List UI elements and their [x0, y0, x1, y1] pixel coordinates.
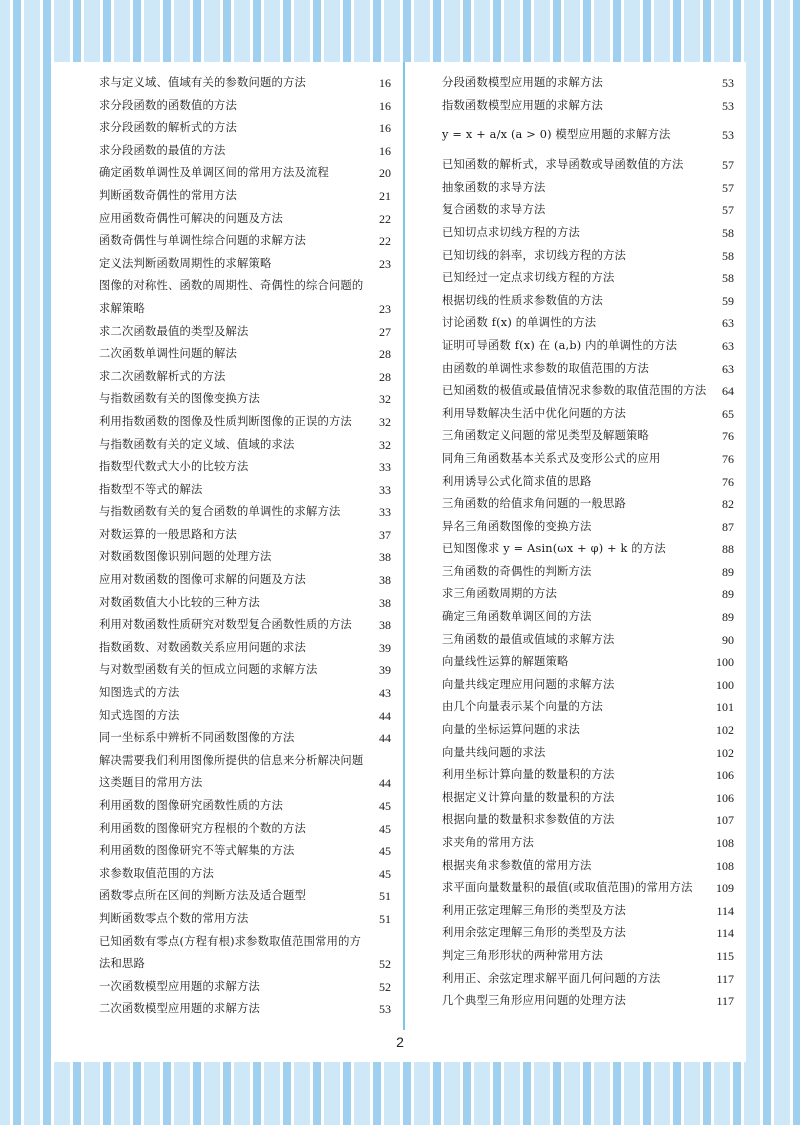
toc-entry[interactable] [99, 659, 391, 682]
entry-page: 117 [716, 971, 734, 986]
toc-entry[interactable] [99, 434, 391, 457]
toc-entry[interactable] [442, 290, 734, 313]
entry-title: 二次函数模型应用题的求解方法 [99, 1002, 260, 1016]
entry-page: 52 [379, 957, 391, 972]
entry-page: 45 [379, 866, 391, 881]
toc-entry[interactable] [99, 818, 391, 841]
entry-page: 32 [379, 437, 391, 452]
toc-entry[interactable] [442, 267, 734, 290]
toc-entry[interactable] [99, 885, 391, 908]
entry-title: 确定三角函数单调区间的方法 [442, 610, 592, 624]
toc-entry[interactable] [442, 177, 734, 200]
entry-page: 16 [379, 76, 391, 90]
entry-title: 指数函数、对数函数关系应用问题的求法 [99, 640, 306, 654]
entry-title: 与对数型函数有关的恒成立问题的求解方法 [99, 663, 318, 677]
toc-entry[interactable] [99, 95, 391, 118]
toc-entry[interactable] [442, 968, 734, 991]
entry-page: 23 [379, 256, 391, 271]
entry-page: 21 [379, 188, 391, 203]
entry-page: 22 [379, 211, 391, 226]
entry-page: 51 [379, 911, 391, 926]
entry-page: 57 [722, 180, 734, 195]
entry-title: 已知图像求 y = Asin(ωx + φ) + k 的方法 [442, 542, 666, 556]
entry-page: 63 [722, 338, 734, 353]
toc-entry[interactable] [442, 95, 734, 118]
entry-page: 102 [716, 723, 734, 738]
entry-page: 53 [722, 98, 734, 113]
entry-title: 应用函数奇偶性可解决的问题及方法 [99, 211, 283, 225]
toc-entry[interactable] [99, 524, 391, 547]
entry-title: 对数运算的一般思路和方法 [99, 527, 237, 541]
entry-page: 53 [722, 76, 734, 90]
entry-title: 利用正、余弦定理求解平面几何问题的方法 [442, 971, 661, 985]
toc-entry[interactable] [99, 976, 391, 999]
entry-page: 89 [722, 587, 734, 602]
entry-page: 108 [716, 836, 734, 850]
toc-entry[interactable] [99, 908, 391, 931]
entry-title: 三角函数定义问题的常见类型及解题策略 [442, 429, 649, 443]
entry-title: 利用对数函数性质研究对数型复合函数性质的方法 [99, 618, 352, 632]
entry-title: 异名三角函数图像的变换方法 [442, 519, 592, 533]
toc-entry[interactable] [442, 493, 734, 516]
entry-title: 知式选图的方法 [99, 708, 180, 722]
entry-page: 100 [716, 655, 734, 670]
entry-title: 函数奇偶性与单调性综合问题的求解方法 [99, 234, 306, 248]
entry-title: 根据切线的性质求参数值的方法 [442, 293, 603, 307]
entry-page: 33 [379, 505, 391, 520]
entry-title: 向量线性运算的解题策略 [442, 655, 569, 669]
entry-title: 三角函数的最值或值域的求解方法 [442, 632, 615, 646]
entry-page: 102 [716, 745, 734, 760]
entry-title: 向量共线问题的求法 [442, 745, 546, 759]
entry-page: 63 [722, 316, 734, 331]
entry-title: 已知函数的极值或最值情况求参数的取值范围的方法 [442, 384, 707, 398]
toc-entry[interactable] [442, 154, 734, 177]
entry-title: 应用对数函数的图像可求解的问题及方法 [99, 573, 306, 587]
entry-page: 57 [722, 203, 734, 218]
entry-title: 已知切线的斜率，求切线方程的方法 [442, 248, 626, 262]
entry-title: 判断函数零点个数的常用方法 [99, 911, 249, 925]
entry-page: 38 [379, 595, 391, 610]
entry-page: 28 [379, 347, 391, 362]
entry-title: 分段函数模型应用题的求解方法 [442, 76, 603, 89]
entry-title: 复合函数的求导方法 [442, 203, 546, 217]
entry-page: 101 [716, 700, 734, 715]
toc-entry[interactable] [442, 403, 734, 426]
toc-entry[interactable] [442, 583, 734, 606]
entry-title: 利用正弦定理解三角形的类型及方法 [442, 903, 626, 917]
toc-entry[interactable] [442, 335, 734, 358]
entry-page: 100 [716, 677, 734, 692]
toc-entry[interactable] [99, 727, 391, 750]
toc-entry[interactable] [442, 696, 734, 719]
entry-title: 指数型不等式的解法 [99, 482, 203, 496]
toc-entry[interactable] [442, 312, 734, 335]
entry-title: 利用坐标计算向量的数量积的方法 [442, 768, 615, 782]
toc-entry[interactable] [99, 366, 391, 389]
entry-page: 52 [379, 979, 391, 994]
entry-page: 38 [379, 618, 391, 633]
entry-page: 114 [716, 926, 734, 941]
toc-entry[interactable] [99, 682, 391, 705]
entry-page: 33 [379, 460, 391, 475]
entry-page: 38 [379, 550, 391, 565]
toc-entry[interactable] [99, 840, 391, 863]
toc-entry[interactable] [442, 245, 734, 268]
entry-page: 106 [716, 768, 734, 783]
entry-title: 向量共线定理应用问题的求解方法 [442, 677, 615, 691]
entry-page: 76 [722, 429, 734, 444]
entry-page: 37 [379, 527, 391, 542]
entry-title: 三角函数的奇偶性的判断方法 [442, 564, 592, 578]
toc-entry[interactable] [442, 222, 734, 245]
toc-entry[interactable] [99, 185, 391, 208]
entry-title: 利用函数的图像研究函数性质的方法 [99, 799, 283, 812]
toc-entry[interactable] [99, 72, 391, 95]
toc-entry[interactable] [442, 922, 734, 945]
entry-title: 知图选式的方法 [99, 686, 180, 700]
entry-title: 求平面向量数量积的最值(或取值范围)的常用方法 [442, 881, 693, 895]
entry-page: 107 [716, 813, 734, 828]
entry-title: 求分段函数的函数值的方法 [99, 98, 237, 112]
toc-entry[interactable] [99, 705, 391, 728]
toc-entry[interactable] [442, 448, 734, 471]
toc-entry[interactable] [99, 411, 391, 434]
toc-entry[interactable] [442, 561, 734, 584]
entry-title: 向量的坐标运算问题的求法 [442, 723, 580, 737]
entry-title: 求二次函数解析式的方法 [99, 369, 226, 383]
toc-left-column [99, 72, 391, 1021]
toc-entry[interactable] [99, 546, 391, 569]
entry-page: 38 [379, 573, 391, 588]
toc-entry[interactable] [99, 863, 391, 886]
toc-entry[interactable] [99, 931, 391, 976]
entry-page: 39 [379, 640, 391, 655]
entry-title: 求夹角的常用方法 [442, 836, 534, 849]
entry-title: 对数函数图像识别问题的处理方法 [99, 550, 272, 564]
toc-entry[interactable] [99, 998, 391, 1021]
entry-title: 同角三角函数基本关系式及变形公式的应用 [442, 451, 661, 465]
entry-page: 64 [722, 384, 734, 399]
entry-page: 108 [716, 858, 734, 873]
toc-entry[interactable] [442, 358, 734, 381]
entry-title: 确定函数单调性及单调区间的常用方法及流程 [99, 166, 329, 180]
entry-page: 82 [722, 497, 734, 512]
entry-page: 57 [722, 158, 734, 173]
entry-page: 33 [379, 482, 391, 497]
toc-entry[interactable] [99, 592, 391, 615]
entry-title: 抽象函数的求导方法 [442, 180, 546, 194]
entry-page: 16 [379, 121, 391, 136]
entry-page: 32 [379, 392, 391, 407]
toc-right-column [442, 72, 734, 1013]
toc-entry[interactable] [442, 380, 734, 403]
toc-entry[interactable] [442, 117, 734, 154]
entry-title: 三角函数的给值求角问题的一般思路 [442, 497, 626, 511]
toc-entry[interactable] [442, 809, 734, 832]
toc-page [54, 62, 746, 1062]
entry-title: 判定三角形形状的两种常用方法 [442, 948, 603, 962]
entry-title: 讨论函数 f(x) 的单调性的方法 [442, 316, 597, 330]
entry-title: 指数型代数式大小的比较方法 [99, 460, 249, 474]
entry-page: 39 [379, 663, 391, 678]
entry-title: 由几个向量表示某个向量的方法 [442, 700, 603, 714]
entry-page: 114 [716, 903, 734, 918]
entry-page: 43 [379, 686, 391, 701]
toc-entry[interactable] [442, 945, 734, 968]
entry-title: 对数函数值大小比较的三种方法 [99, 595, 260, 609]
entry-title: 一次函数模型应用题的求解方法 [99, 979, 260, 993]
entry-page: 65 [722, 406, 734, 421]
entry-title: 函数零点所在区间的判断方法及适合题型 [99, 889, 306, 903]
entry-title: 解决需要我们利用图像所提供的信息来分析解决问题这类题目的常用方法 [99, 753, 364, 790]
entry-title: 由函数的单调性求参数的取值范围的方法 [442, 361, 649, 375]
toc-entry[interactable] [442, 877, 734, 900]
entry-page: 117 [716, 994, 734, 1009]
entry-page: 45 [379, 821, 391, 836]
entry-title: 求与定义域、值域有关的参数问题的方法 [99, 76, 306, 89]
toc-entry[interactable] [99, 230, 391, 253]
entry-title: 二次函数单调性问题的解法 [99, 347, 237, 361]
entry-page: 76 [722, 451, 734, 466]
toc-entry[interactable] [442, 719, 734, 742]
entry-page: 16 [379, 143, 391, 158]
toc-entry[interactable] [442, 72, 734, 95]
toc-entry[interactable] [442, 516, 734, 539]
entry-page: 44 [379, 776, 391, 791]
entry-page: 106 [716, 790, 734, 805]
entry-page: 53 [722, 128, 734, 143]
entry-page: 89 [722, 610, 734, 625]
entry-title: 同一坐标系中辨析不同函数图像的方法 [99, 731, 295, 745]
toc-entry[interactable] [99, 275, 391, 320]
toc-entry[interactable] [442, 832, 734, 855]
entry-title: 求分段函数的解析式的方法 [99, 121, 237, 135]
entry-title: 利用指数函数的图像及性质判断图像的正误的方法 [99, 414, 352, 428]
toc-entry[interactable] [442, 742, 734, 765]
entry-page: 109 [716, 881, 734, 896]
entry-page: 44 [379, 708, 391, 723]
entry-page: 115 [716, 948, 734, 963]
entry-page: 89 [722, 564, 734, 579]
entry-page: 22 [379, 234, 391, 249]
entry-title: 与指数函数有关的图像变换方法 [99, 392, 260, 406]
toc-entry[interactable] [442, 787, 734, 810]
entry-page: 63 [722, 361, 734, 376]
entry-title: 利用导数解决生活中优化问题的方法 [442, 406, 626, 420]
entry-title: 求分段函数的最值的方法 [99, 143, 226, 157]
entry-title: 求三角函数周期的方法 [442, 587, 557, 601]
entry-page: 53 [379, 1002, 391, 1017]
entry-page: 16 [379, 98, 391, 113]
toc-entry[interactable] [99, 750, 391, 795]
entry-title: 根据向量的数量积求参数值的方法 [442, 813, 615, 827]
entry-page: 45 [379, 844, 391, 859]
toc-entry[interactable] [99, 479, 391, 502]
entry-title: 根据定义计算向量的数量积的方法 [442, 790, 615, 804]
toc-entry[interactable] [99, 795, 391, 818]
entry-page: 20 [379, 166, 391, 181]
entry-page: 23 [379, 301, 391, 316]
entry-title: 几个典型三角形应用问题的处理方法 [442, 994, 626, 1008]
entry-title: 根据夹角求参数值的常用方法 [442, 858, 592, 872]
toc-entry[interactable] [442, 855, 734, 878]
entry-title: y = x + a/x (a > 0) 模型应用题的求解方法 [442, 128, 671, 142]
entry-title: 利用函数的图像研究不等式解集的方法 [99, 844, 295, 858]
entry-title: 指数函数模型应用题的求解方法 [442, 98, 603, 112]
entry-title: 定义法判断函数周期性的求解策略 [99, 256, 272, 270]
entry-title: 与指数函数有关的复合函数的单调性的求解方法 [99, 505, 341, 519]
toc-entry[interactable] [99, 117, 391, 140]
toc-entry[interactable] [442, 764, 734, 787]
entry-title: 利用余弦定理解三角形的类型及方法 [442, 926, 626, 940]
entry-page: 51 [379, 889, 391, 904]
toc-entry[interactable] [99, 569, 391, 592]
toc-entry[interactable] [99, 162, 391, 185]
entry-title: 与指数函数有关的定义域、值域的求法 [99, 437, 295, 451]
toc-entry[interactable] [442, 538, 734, 561]
toc-entry[interactable] [442, 471, 734, 494]
toc-entry[interactable] [99, 388, 391, 411]
toc-entry[interactable] [442, 606, 734, 629]
entry-title: 证明可导函数 f(x) 在 (a,b) 内的单调性的方法 [442, 338, 678, 352]
toc-entry[interactable] [442, 199, 734, 222]
entry-page: 90 [722, 632, 734, 647]
toc-entry[interactable] [442, 990, 734, 1013]
entry-page: 44 [379, 731, 391, 746]
entry-page: 76 [722, 474, 734, 489]
toc-entry[interactable] [99, 343, 391, 366]
entry-page: 27 [379, 324, 391, 339]
toc-entry[interactable] [99, 637, 391, 660]
toc-entry[interactable] [99, 456, 391, 479]
toc-entry[interactable] [99, 501, 391, 524]
entry-page: 58 [722, 248, 734, 263]
entry-title: 利用诱导公式化简求值的思路 [442, 474, 592, 488]
entry-page: 58 [722, 271, 734, 286]
entry-title: 求参数取值范围的方法 [99, 866, 214, 880]
page-number: 2 [396, 1034, 404, 1050]
entry-page: 59 [722, 293, 734, 308]
entry-title: 已知函数有零点(方程有根)求参数取值范围常用的方法和思路 [99, 934, 362, 971]
toc-entry[interactable] [99, 253, 391, 276]
entry-title: 求二次函数最值的类型及解法 [99, 324, 249, 338]
entry-page: 58 [722, 225, 734, 240]
toc-entry[interactable] [99, 614, 391, 637]
entry-page: 28 [379, 369, 391, 384]
toc-entry[interactable] [442, 629, 734, 652]
toc-entry[interactable] [442, 425, 734, 448]
toc-entry[interactable] [442, 651, 734, 674]
toc-entry[interactable] [99, 140, 391, 163]
toc-entry[interactable] [99, 208, 391, 231]
entry-page: 32 [379, 414, 391, 429]
entry-title: 已知函数的解析式，求导函数或导函数值的方法 [442, 158, 684, 172]
entry-page: 45 [379, 799, 391, 813]
column-divider [403, 62, 405, 1030]
toc-entry[interactable] [442, 674, 734, 697]
entry-page: 87 [722, 519, 734, 534]
entry-title: 判断函数奇偶性的常用方法 [99, 188, 237, 202]
entry-title: 图像的对称性、函数的周期性、奇偶性的综合问题的求解策略 [99, 279, 364, 315]
entry-title: 利用函数的图像研究方程根的个数的方法 [99, 821, 306, 835]
entry-title: 已知经过一定点求切线方程的方法 [442, 271, 615, 285]
entry-page: 88 [722, 542, 734, 557]
entry-title: 已知切点求切线方程的方法 [442, 225, 580, 239]
toc-entry[interactable] [442, 900, 734, 923]
toc-entry[interactable] [99, 321, 391, 344]
